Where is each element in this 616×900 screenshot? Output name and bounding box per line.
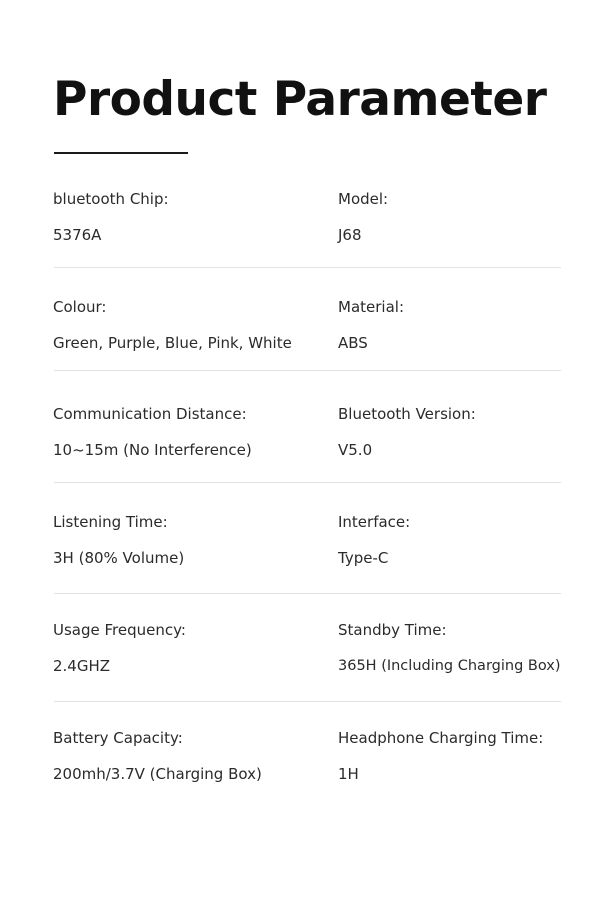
parameter-value: 10~15m (No Interference) bbox=[53, 441, 252, 459]
parameter-value: 2.4GHZ bbox=[53, 657, 111, 675]
parameter-label: Usage Frequency: bbox=[53, 621, 186, 639]
parameter-label: Model: bbox=[338, 190, 389, 208]
parameter-value: J68 bbox=[338, 226, 362, 244]
parameter-label: Communication Distance: bbox=[53, 405, 247, 423]
row-divider bbox=[54, 267, 561, 268]
title-underline bbox=[54, 152, 188, 154]
parameter-label: Battery Capacity: bbox=[53, 729, 183, 747]
parameter-value: 3H (80% Volume) bbox=[53, 549, 185, 567]
row-divider bbox=[54, 482, 561, 483]
parameter-label: Bluetooth Version: bbox=[338, 405, 476, 423]
row-divider bbox=[54, 701, 561, 702]
parameter-label: bluetooth Chip: bbox=[53, 190, 169, 208]
parameter-label: Listening Time: bbox=[53, 513, 168, 531]
parameter-label: Interface: bbox=[338, 513, 411, 531]
parameter-value: V5.0 bbox=[338, 441, 373, 459]
parameter-value: ABS bbox=[338, 334, 368, 352]
parameter-label: Material: bbox=[338, 298, 404, 316]
parameter-value: 1H bbox=[338, 765, 359, 783]
parameter-value: 5376A bbox=[53, 226, 102, 244]
parameter-label: Headphone Charging Time: bbox=[338, 729, 544, 747]
parameter-label: Standby Time: bbox=[338, 621, 447, 639]
row-divider bbox=[54, 370, 561, 371]
parameter-label: Colour: bbox=[53, 298, 107, 316]
parameter-value: Green, Purple, Blue, Pink, White bbox=[53, 334, 292, 352]
parameter-value: Type-C bbox=[338, 549, 389, 567]
page-title: Product Parameter bbox=[53, 72, 547, 127]
row-divider bbox=[54, 593, 561, 594]
parameter-value: 200mh/3.7V (Charging Box) bbox=[53, 765, 262, 783]
parameter-value: 365H (Including Charging Box) bbox=[338, 658, 561, 674]
